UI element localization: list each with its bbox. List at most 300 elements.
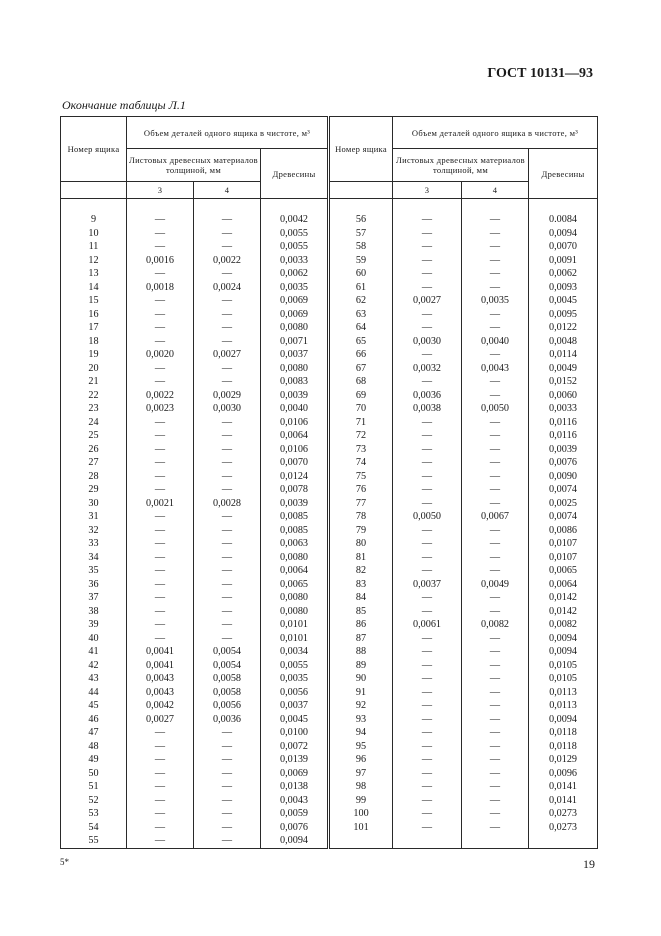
left-box-number-cell: 39: [61, 618, 127, 632]
left-wood-volume-cell: 0,0037: [261, 699, 329, 713]
right-sheet-4mm-cell: —: [462, 699, 529, 713]
left-box-number-cell: 18: [61, 335, 127, 349]
right-box-number-cell: 84: [329, 591, 393, 605]
right-sheet-3mm-cell: —: [393, 416, 462, 430]
right-wood-volume-cell: 0,0141: [529, 794, 598, 808]
right-wood-volume-cell: 0,0105: [529, 659, 598, 673]
left-sheet-4mm-cell: —: [194, 618, 261, 632]
table-row: [61, 659, 598, 673]
header-thickness-3-left: 3: [127, 182, 194, 199]
right-sheet-4mm-cell: —: [462, 807, 529, 821]
left-wood-volume-cell: 0,0139: [261, 753, 329, 767]
table-row: [61, 429, 598, 443]
right-box-number-cell: 57: [329, 227, 393, 241]
left-box-number-cell: 31: [61, 510, 127, 524]
left-sheet-3mm-cell: —: [127, 578, 194, 592]
right-sheet-3mm-cell: —: [393, 470, 462, 484]
left-sheet-4mm-cell: —: [194, 780, 261, 794]
header-wood-left: Древесины: [261, 149, 329, 199]
right-sheet-4mm-cell: —: [462, 686, 529, 700]
left-sheet-4mm-cell: —: [194, 335, 261, 349]
table-row: [61, 605, 598, 619]
table-body: [61, 199, 598, 849]
left-wood-volume-cell: 0,0080: [261, 321, 329, 335]
standard-number: ГОСТ 10131—93: [487, 66, 593, 81]
right-sheet-4mm-cell: —: [462, 429, 529, 443]
right-box-number-cell: 77: [329, 497, 393, 511]
left-wood-volume-cell: 0,0039: [261, 497, 329, 511]
right-wood-volume-cell: 0,0113: [529, 699, 598, 713]
right-box-number-cell: 87: [329, 632, 393, 646]
left-sheet-3mm-cell: —: [127, 794, 194, 808]
left-box-number-cell: 49: [61, 753, 127, 767]
left-box-number-cell: 26: [61, 443, 127, 457]
table-row: [61, 497, 598, 511]
left-sheet-3mm-cell: —: [127, 321, 194, 335]
right-sheet-3mm-cell: —: [393, 429, 462, 443]
right-sheet-3mm-cell: —: [393, 780, 462, 794]
right-sheet-4mm-cell: —: [462, 389, 529, 403]
right-wood-volume-cell: 0,0273: [529, 821, 598, 835]
left-wood-volume-cell: 0,0039: [261, 389, 329, 403]
left-box-number-cell: 34: [61, 551, 127, 565]
left-wood-volume-cell: 0,0072: [261, 740, 329, 754]
right-sheet-3mm-cell: —: [393, 740, 462, 754]
header-volume-group-left: Объем деталей одного ящика в чистоте, м³: [127, 117, 329, 149]
right-box-number-cell: 56: [329, 213, 393, 227]
left-sheet-4mm-cell: —: [194, 510, 261, 524]
left-wood-volume-cell: 0,0085: [261, 524, 329, 538]
left-sheet-4mm-cell: —: [194, 591, 261, 605]
right-wood-volume-cell: 0,0090: [529, 470, 598, 484]
right-sheet-4mm-cell: —: [462, 564, 529, 578]
left-box-number-cell: 54: [61, 821, 127, 835]
right-sheet-3mm-cell: —: [393, 308, 462, 322]
left-sheet-4mm-cell: —: [194, 537, 261, 551]
sheet-mark: 5*: [60, 857, 69, 867]
right-sheet-3mm-cell: —: [393, 254, 462, 268]
left-sheet-4mm-cell: —: [194, 321, 261, 335]
left-sheet-4mm-cell: —: [194, 807, 261, 821]
left-sheet-4mm-cell: 0,0027: [194, 348, 261, 362]
left-sheet-3mm-cell: —: [127, 456, 194, 470]
left-sheet-3mm-cell: —: [127, 632, 194, 646]
right-wood-volume-cell: 0,0094: [529, 632, 598, 646]
table-row: [61, 321, 598, 335]
left-sheet-4mm-cell: 0,0022: [194, 254, 261, 268]
table-row: [61, 564, 598, 578]
right-box-number-cell: 72: [329, 429, 393, 443]
left-sheet-4mm-cell: —: [194, 753, 261, 767]
right-sheet-3mm-cell: 0,0027: [393, 294, 462, 308]
left-box-number-cell: 41: [61, 645, 127, 659]
table-row: [61, 618, 598, 632]
table-row: [61, 672, 598, 686]
left-sheet-3mm-cell: 0,0041: [127, 659, 194, 673]
left-wood-volume-cell: 0,0069: [261, 308, 329, 322]
right-wood-volume-cell: 0,0129: [529, 753, 598, 767]
right-sheet-3mm-cell: —: [393, 281, 462, 295]
right-wood-volume-cell: 0,0107: [529, 537, 598, 551]
right-sheet-3mm-cell: —: [393, 672, 462, 686]
right-box-number-cell: 78: [329, 510, 393, 524]
left-sheet-4mm-cell: —: [194, 362, 261, 376]
right-sheet-4mm-cell: —: [462, 524, 529, 538]
left-wood-volume-cell: 0,0076: [261, 821, 329, 835]
left-box-number-cell: 36: [61, 578, 127, 592]
left-box-number-cell: 17: [61, 321, 127, 335]
right-sheet-3mm-cell: 0,0032: [393, 362, 462, 376]
left-sheet-3mm-cell: —: [127, 821, 194, 835]
left-sheet-4mm-cell: —: [194, 375, 261, 389]
right-sheet-4mm-cell: —: [462, 254, 529, 268]
header-box-number-right: Номер ящика: [329, 117, 393, 182]
right-sheet-3mm-cell: —: [393, 605, 462, 619]
left-wood-volume-cell: 0,0080: [261, 605, 329, 619]
right-sheet-4mm-cell: —: [462, 348, 529, 362]
right-box-number-cell: 76: [329, 483, 393, 497]
right-wood-volume-cell: 0,0033: [529, 402, 598, 416]
table-row: [61, 686, 598, 700]
left-wood-volume-cell: 0,0138: [261, 780, 329, 794]
right-sheet-4mm-cell: —: [462, 740, 529, 754]
left-wood-volume-cell: 0,0078: [261, 483, 329, 497]
right-box-number-cell: 82: [329, 564, 393, 578]
header-thickness-4-left: 4: [194, 182, 261, 199]
right-box-number-cell: 96: [329, 753, 393, 767]
right-sheet-4mm-cell: —: [462, 483, 529, 497]
right-sheet-4mm-cell: —: [462, 780, 529, 794]
left-sheet-3mm-cell: —: [127, 470, 194, 484]
left-box-number-cell: 27: [61, 456, 127, 470]
right-sheet-4mm-cell: 0,0082: [462, 618, 529, 632]
left-sheet-4mm-cell: 0,0030: [194, 402, 261, 416]
left-sheet-3mm-cell: 0,0016: [127, 254, 194, 268]
header-sheet-materials-right: Листовых древесных материалов толщиной, мм: [393, 149, 529, 182]
left-sheet-3mm-cell: 0,0020: [127, 348, 194, 362]
right-wood-volume-cell: 0,0094: [529, 227, 598, 241]
right-sheet-3mm-cell: 0,0050: [393, 510, 462, 524]
table-row: [61, 227, 598, 241]
left-box-number-cell: 32: [61, 524, 127, 538]
right-sheet-4mm-cell: 0,0050: [462, 402, 529, 416]
left-box-number-cell: 20: [61, 362, 127, 376]
right-sheet-3mm-cell: —: [393, 348, 462, 362]
right-sheet-3mm-cell: —: [393, 753, 462, 767]
right-wood-volume-cell: 0,0070: [529, 240, 598, 254]
header-blank-left: [61, 182, 127, 199]
left-wood-volume-cell: 0,0033: [261, 254, 329, 268]
right-wood-volume-cell: 0,0093: [529, 281, 598, 295]
left-sheet-3mm-cell: —: [127, 294, 194, 308]
left-box-number-cell: 50: [61, 767, 127, 781]
table-row: [61, 524, 598, 538]
right-wood-volume-cell: 0,0039: [529, 443, 598, 457]
left-wood-volume-cell: 0,0106: [261, 443, 329, 457]
left-sheet-4mm-cell: —: [194, 470, 261, 484]
left-box-number-cell: 33: [61, 537, 127, 551]
left-sheet-3mm-cell: 0,0043: [127, 672, 194, 686]
left-wood-volume-cell: 0,0101: [261, 618, 329, 632]
right-sheet-3mm-cell: —: [393, 645, 462, 659]
left-sheet-3mm-cell: 0,0042: [127, 699, 194, 713]
left-sheet-4mm-cell: 0,0029: [194, 389, 261, 403]
left-sheet-4mm-cell: 0,0028: [194, 497, 261, 511]
right-box-number-cell: 81: [329, 551, 393, 565]
table-row: [61, 213, 598, 227]
table-row: [61, 267, 598, 281]
table-row: [61, 375, 598, 389]
right-box-number-cell: 83: [329, 578, 393, 592]
left-sheet-3mm-cell: —: [127, 362, 194, 376]
left-wood-volume-cell: 0,0065: [261, 578, 329, 592]
left-sheet-4mm-cell: —: [194, 524, 261, 538]
right-sheet-4mm-cell: —: [462, 821, 529, 835]
left-wood-volume-cell: 0,0043: [261, 794, 329, 808]
right-sheet-4mm-cell: —: [462, 551, 529, 565]
left-sheet-3mm-cell: —: [127, 213, 194, 227]
left-sheet-4mm-cell: 0,0036: [194, 713, 261, 727]
left-box-number-cell: 47: [61, 726, 127, 740]
left-box-number-cell: 40: [61, 632, 127, 646]
left-wood-volume-cell: 0,0063: [261, 537, 329, 551]
left-sheet-3mm-cell: —: [127, 780, 194, 794]
table-row: [61, 416, 598, 430]
right-sheet-4mm-cell: 0,0049: [462, 578, 529, 592]
right-sheet-4mm-cell: —: [462, 591, 529, 605]
left-box-number-cell: 38: [61, 605, 127, 619]
table-spacer-row: [61, 199, 598, 214]
left-box-number-cell: 25: [61, 429, 127, 443]
left-box-number-cell: 23: [61, 402, 127, 416]
right-box-number-cell: 90: [329, 672, 393, 686]
right-sheet-4mm-cell: —: [462, 794, 529, 808]
right-box-number-cell: 79: [329, 524, 393, 538]
left-sheet-3mm-cell: —: [127, 753, 194, 767]
table-row: [61, 740, 598, 754]
right-box-number-cell: 62: [329, 294, 393, 308]
table-continuation-caption: Окончание таблицы Л.1: [62, 98, 186, 112]
right-sheet-3mm-cell: 0,0061: [393, 618, 462, 632]
left-sheet-3mm-cell: —: [127, 267, 194, 281]
left-box-number-cell: 28: [61, 470, 127, 484]
left-box-number-cell: 44: [61, 686, 127, 700]
left-box-number-cell: 13: [61, 267, 127, 281]
left-box-number-cell: 15: [61, 294, 127, 308]
table-row: [61, 281, 598, 295]
right-sheet-3mm-cell: —: [393, 483, 462, 497]
right-box-number-cell: 89: [329, 659, 393, 673]
right-sheet-3mm-cell: —: [393, 456, 462, 470]
left-sheet-3mm-cell: 0,0023: [127, 402, 194, 416]
right-box-number-cell: 94: [329, 726, 393, 740]
left-sheet-4mm-cell: —: [194, 213, 261, 227]
right-box-number-cell: 88: [329, 645, 393, 659]
left-box-number-cell: 14: [61, 281, 127, 295]
left-wood-volume-cell: 0,0106: [261, 416, 329, 430]
right-box-number-cell: 80: [329, 537, 393, 551]
left-sheet-3mm-cell: —: [127, 524, 194, 538]
left-sheet-4mm-cell: —: [194, 456, 261, 470]
table-row: [61, 767, 598, 781]
left-sheet-3mm-cell: 0,0041: [127, 645, 194, 659]
left-sheet-3mm-cell: —: [127, 591, 194, 605]
right-box-number-cell: 99: [329, 794, 393, 808]
right-wood-volume-cell: 0,0122: [529, 321, 598, 335]
right-box-number-cell: 65: [329, 335, 393, 349]
left-sheet-4mm-cell: —: [194, 267, 261, 281]
right-box-number-cell: 67: [329, 362, 393, 376]
right-box-number-cell: 85: [329, 605, 393, 619]
right-wood-volume-cell: 0,0116: [529, 416, 598, 430]
left-wood-volume-cell: 0,0100: [261, 726, 329, 740]
right-sheet-4mm-cell: —: [462, 605, 529, 619]
right-box-number-cell: 93: [329, 713, 393, 727]
right-sheet-4mm-cell: —: [462, 227, 529, 241]
table-row: [61, 402, 598, 416]
right-sheet-4mm-cell: [462, 834, 529, 848]
right-sheet-3mm-cell: —: [393, 807, 462, 821]
table-row: [61, 726, 598, 740]
table-row: [61, 780, 598, 794]
right-box-number-cell: 97: [329, 767, 393, 781]
right-wood-volume-cell: 0,0049: [529, 362, 598, 376]
left-sheet-4mm-cell: —: [194, 767, 261, 781]
left-sheet-3mm-cell: —: [127, 767, 194, 781]
left-wood-volume-cell: 0,0035: [261, 672, 329, 686]
right-box-number-cell: 60: [329, 267, 393, 281]
left-wood-volume-cell: 0,0034: [261, 645, 329, 659]
right-sheet-3mm-cell: —: [393, 632, 462, 646]
header-thickness-3-right: 3: [393, 182, 462, 199]
left-sheet-4mm-cell: —: [194, 429, 261, 443]
left-sheet-4mm-cell: 0,0056: [194, 699, 261, 713]
right-sheet-3mm-cell: —: [393, 821, 462, 835]
left-sheet-3mm-cell: 0,0018: [127, 281, 194, 295]
left-box-number-cell: 12: [61, 254, 127, 268]
right-wood-volume-cell: 0,0091: [529, 254, 598, 268]
right-sheet-3mm-cell: —: [393, 767, 462, 781]
left-box-number-cell: 35: [61, 564, 127, 578]
left-sheet-3mm-cell: —: [127, 564, 194, 578]
left-wood-volume-cell: 0,0045: [261, 713, 329, 727]
left-sheet-4mm-cell: —: [194, 294, 261, 308]
left-wood-volume-cell: 0,0042: [261, 213, 329, 227]
right-sheet-4mm-cell: —: [462, 659, 529, 673]
right-sheet-4mm-cell: —: [462, 672, 529, 686]
left-box-number-cell: 52: [61, 794, 127, 808]
right-sheet-4mm-cell: —: [462, 456, 529, 470]
left-box-number-cell: 19: [61, 348, 127, 362]
right-sheet-4mm-cell: —: [462, 443, 529, 457]
right-wood-volume-cell: 0,0064: [529, 578, 598, 592]
left-sheet-3mm-cell: —: [127, 740, 194, 754]
right-wood-volume-cell: [529, 834, 598, 848]
left-box-number-cell: 10: [61, 227, 127, 241]
left-sheet-3mm-cell: —: [127, 429, 194, 443]
left-box-number-cell: 45: [61, 699, 127, 713]
left-sheet-4mm-cell: —: [194, 578, 261, 592]
right-sheet-4mm-cell: —: [462, 213, 529, 227]
right-box-number-cell: 64: [329, 321, 393, 335]
right-box-number-cell: 70: [329, 402, 393, 416]
right-box-number-cell: 100: [329, 807, 393, 821]
left-sheet-3mm-cell: —: [127, 240, 194, 254]
right-box-number-cell: 74: [329, 456, 393, 470]
left-sheet-3mm-cell: —: [127, 308, 194, 322]
left-wood-volume-cell: 0,0055: [261, 659, 329, 673]
right-sheet-4mm-cell: —: [462, 321, 529, 335]
right-sheet-3mm-cell: 0,0037: [393, 578, 462, 592]
left-sheet-4mm-cell: —: [194, 240, 261, 254]
table-row: [61, 456, 598, 470]
left-sheet-4mm-cell: —: [194, 740, 261, 754]
right-box-number-cell: [329, 834, 393, 848]
table-row: [61, 308, 598, 322]
left-wood-volume-cell: 0,0071: [261, 335, 329, 349]
right-sheet-3mm-cell: —: [393, 713, 462, 727]
right-sheet-4mm-cell: —: [462, 281, 529, 295]
table-row: [61, 240, 598, 254]
left-wood-volume-cell: 0,0037: [261, 348, 329, 362]
table-row: [61, 591, 598, 605]
left-sheet-4mm-cell: —: [194, 834, 261, 848]
right-wood-volume-cell: 0,0152: [529, 375, 598, 389]
header-volume-group-right: Объем деталей одного ящика в чистоте, м³: [393, 117, 598, 149]
table-row: [61, 362, 598, 376]
left-box-number-cell: 30: [61, 497, 127, 511]
left-sheet-4mm-cell: —: [194, 726, 261, 740]
box-volume-table: [60, 116, 598, 849]
right-box-number-cell: 73: [329, 443, 393, 457]
right-wood-volume-cell: 0,0107: [529, 551, 598, 565]
left-box-number-cell: 37: [61, 591, 127, 605]
right-sheet-4mm-cell: —: [462, 645, 529, 659]
right-box-number-cell: 59: [329, 254, 393, 268]
left-sheet-4mm-cell: —: [194, 821, 261, 835]
right-wood-volume-cell: 0,0094: [529, 645, 598, 659]
right-box-number-cell: 101: [329, 821, 393, 835]
left-box-number-cell: 46: [61, 713, 127, 727]
right-sheet-3mm-cell: —: [393, 524, 462, 538]
right-wood-volume-cell: 0,0048: [529, 335, 598, 349]
left-sheet-3mm-cell: —: [127, 834, 194, 848]
left-sheet-4mm-cell: 0,0054: [194, 659, 261, 673]
left-sheet-3mm-cell: 0,0022: [127, 389, 194, 403]
table-row: [61, 713, 598, 727]
left-sheet-4mm-cell: —: [194, 632, 261, 646]
right-wood-volume-cell: 0,0062: [529, 267, 598, 281]
left-sheet-4mm-cell: 0,0058: [194, 686, 261, 700]
right-sheet-4mm-cell: —: [462, 470, 529, 484]
right-wood-volume-cell: 0,0114: [529, 348, 598, 362]
right-box-number-cell: 91: [329, 686, 393, 700]
header-wood-right: Древесины: [529, 149, 598, 199]
left-sheet-4mm-cell: —: [194, 794, 261, 808]
left-sheet-4mm-cell: —: [194, 483, 261, 497]
left-wood-volume-cell: 0,0035: [261, 281, 329, 295]
right-wood-volume-cell: 0,0074: [529, 510, 598, 524]
right-wood-volume-cell: 0,0086: [529, 524, 598, 538]
table-row: [61, 470, 598, 484]
left-sheet-3mm-cell: —: [127, 618, 194, 632]
right-wood-volume-cell: 0,0025: [529, 497, 598, 511]
left-box-number-cell: 22: [61, 389, 127, 403]
left-wood-volume-cell: 0,0080: [261, 551, 329, 565]
right-wood-volume-cell: 0,0096: [529, 767, 598, 781]
right-box-number-cell: 69: [329, 389, 393, 403]
right-sheet-4mm-cell: —: [462, 240, 529, 254]
